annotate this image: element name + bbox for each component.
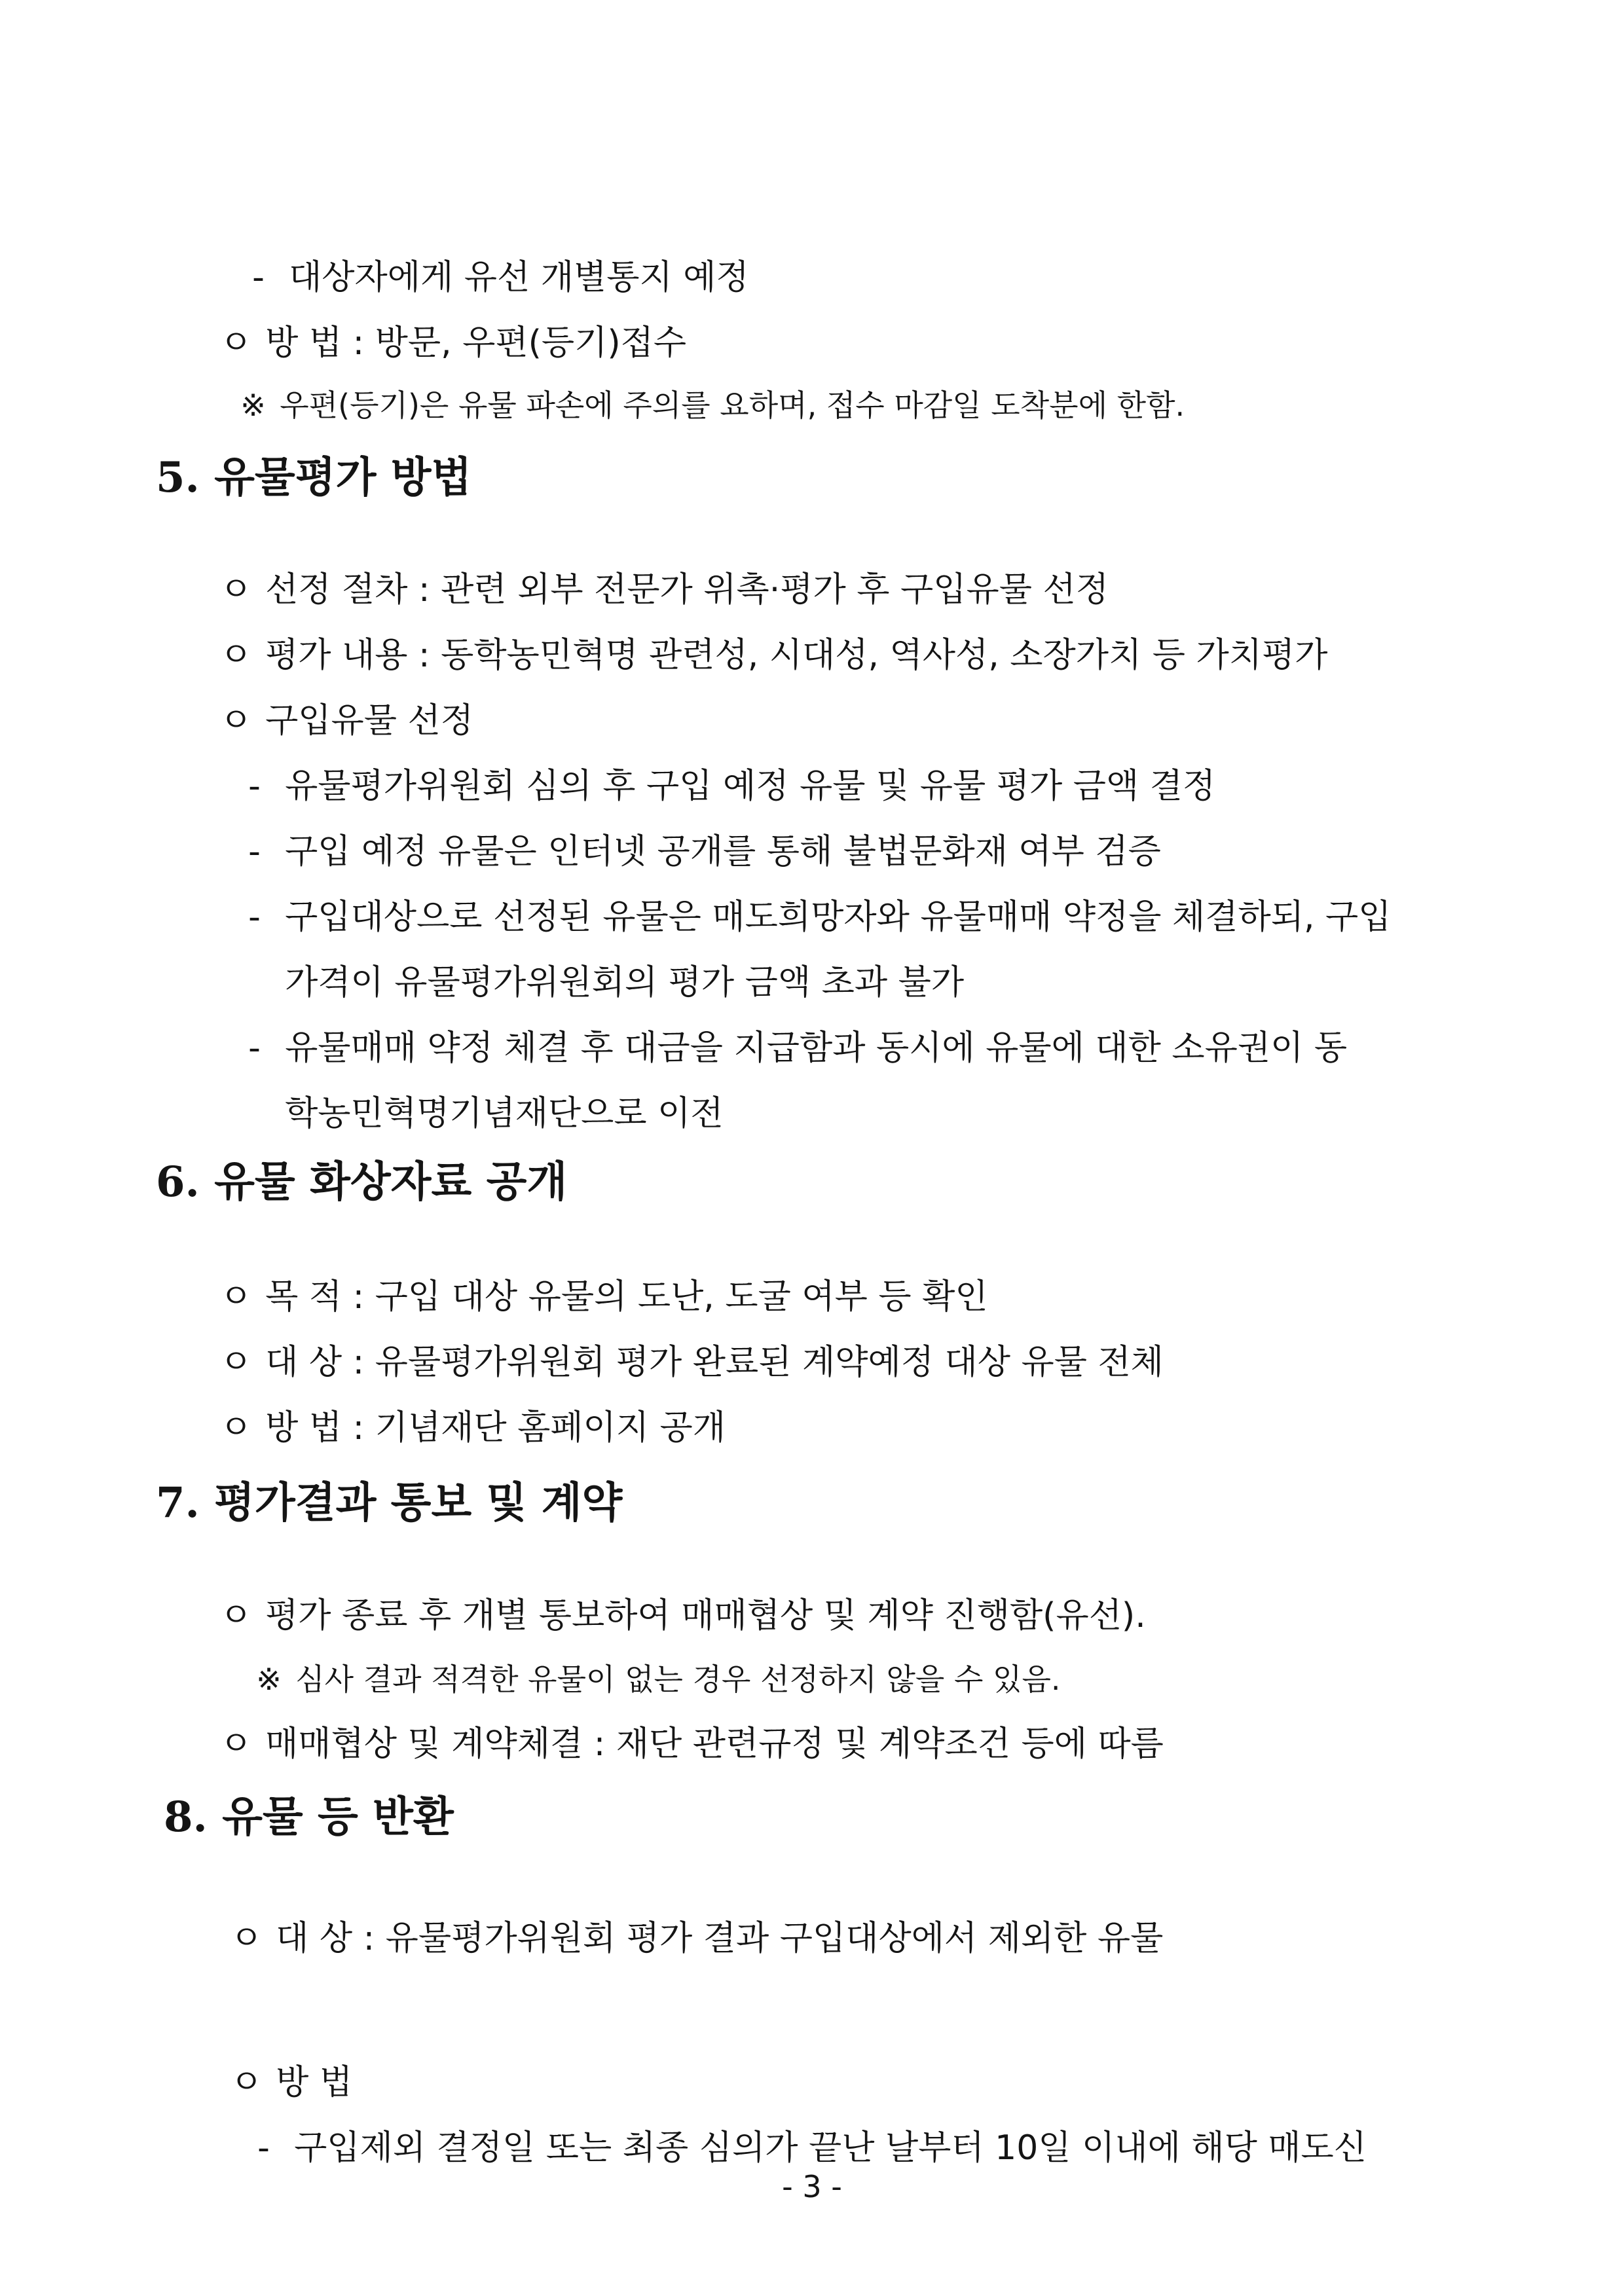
line-text: 방 법 : 기념재단 홈페이지 공개 [265,1408,726,1448]
line-text: 구입유물 선정 [265,701,473,740]
dash-marker: - [248,767,261,806]
section-heading: 5. 유물평가 방법 [156,453,472,502]
section-heading: 7. 평가결과 통보 및 계약 [156,1478,623,1527]
dash-marker: - [252,258,265,297]
dash-marker: - [248,1029,261,1068]
note-line [221,348,1185,424]
line-text: 학농민혁명기념재단으로 이전 [285,1094,724,1133]
text-line [198,1365,726,1449]
dash-marker: - [248,832,261,871]
bullet-marker: ㅇ [219,1343,253,1382]
bullet-marker: ㅇ [219,1724,253,1764]
line-text: 방 법 [276,2063,353,2102]
text-line [198,1681,1164,1765]
page-number: - 3 - [782,2169,842,2204]
bullet-marker: ㅇ [219,1596,253,1635]
line-text: 평가 종료 후 개별 통보하여 매매협상 및 계약 진행함(유선). [265,1596,1146,1635]
line-text: 대 상 : 유물평가위원회 평가 완료된 계약예정 대상 유물 전체 [265,1343,1164,1382]
line-text: 구입 예정 유물은 인터넷 공개를 통해 불법문화재 여부 검증 [285,832,1161,871]
dash-marker: - [248,898,261,937]
line-text: 방 법 : 방문, 우편(등기)접수 [265,323,687,363]
text-line [236,2085,1367,2169]
section-heading: 8. 유물 등 반환 [164,1793,454,1842]
line-text: 목 적 : 구입 대상 유물의 도난, 도굴 여부 등 확인 [265,1277,988,1317]
bullet-marker: ㅇ [230,2063,263,2102]
line-text: 우편(등기)은 유물 파손에 주의를 요하며, 접수 마감일 도착분에 한함. [280,388,1185,423]
section-heading: 6. 유물 화상자료 공개 [156,1157,568,1207]
line-text: 평가 내용 : 동학농민혁명 관련성, 시대성, 역사성, 소장가치 등 가치평가 [265,636,1328,675]
bullet-marker: ㅇ [219,323,253,363]
text-line [208,1876,1163,1959]
line-text: 유물매매 약정 체결 후 대금을 지급함과 동시에 유물에 대한 소유권이 동 [285,1029,1348,1068]
line-text: 가격이 유물평가위원회의 평가 금액 초과 불가 [285,963,965,1002]
line-text: 심사 결과 적격한 유물이 없는 경우 선정하지 않을 수 있음. [295,1662,1061,1697]
note-marker: ※ [240,388,266,423]
bullet-marker: ㅇ [219,636,253,675]
line-text: 대상자에게 유선 개별통지 예정 [289,258,749,297]
bullet-marker: ㅇ [230,1919,263,1958]
line-text: 구입대상으로 선정된 유물은 매도희망자와 유물매매 약정을 체결하되, 구입 [285,898,1392,937]
text-line [263,1051,724,1135]
bullet-marker: ㅇ [219,1408,253,1448]
line-text: 구입제외 결정일 또는 최종 심의가 끝난 날부터 10일 이내에 해당 매도신 [294,2128,1367,2168]
dash-marker: - [257,2128,270,2168]
bullet-marker: ㅇ [219,701,253,740]
line-text: 매매협상 및 계약체결 : 재단 관련규정 및 계약조건 등에 따름 [265,1724,1164,1764]
line-text: 유물평가위원회 심의 후 구입 예정 유물 및 유물 평가 금액 결정 [285,767,1216,806]
line-text: 선정 절차 : 관련 외부 전문가 위촉·평가 후 구입유물 선정 [265,570,1109,610]
note-marker: ※ [256,1662,282,1697]
bullet-marker: ㅇ [219,570,253,610]
bullet-marker: ㅇ [219,1277,253,1317]
line-text: 대 상 : 유물평가위원회 평가 결과 구입대상에서 제외한 유물 [276,1919,1164,1958]
